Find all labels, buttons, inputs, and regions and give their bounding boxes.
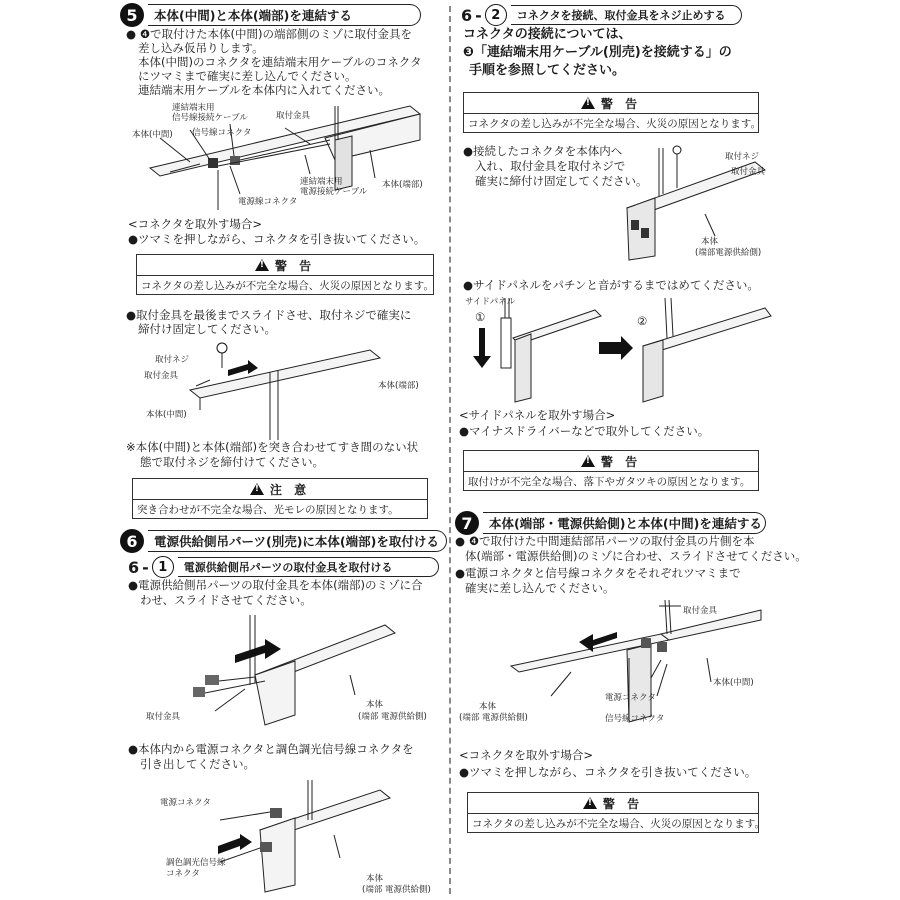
step5-bullet-1: ● ❹で取付けた本体(中間)の端部側のミゾに取付金具を [126,27,412,41]
warning-title: 警 告 [600,96,642,111]
fig62-label-body-2: (端部電源供給側) [695,248,762,258]
step-6-2-title: コネクタを接続、取付金具をネジ止めする [511,5,742,25]
fig5-label-signal-cable-1: 連結端末用 [172,103,215,113]
step-7-number: 7 [455,511,479,535]
step62-warning-box [463,92,759,133]
fig6b-label-body: 本体 [366,874,384,884]
step-6-1-major: 6 [128,557,140,577]
side-panel-diagram [465,298,785,403]
step7-connection-diagram [511,600,761,730]
step62-remove-text: ●マイナスドライバーなどで取外してください。 [459,424,710,438]
warning-title: 警 告 [274,258,316,273]
step6-bullet-2: ●本体内から電源コネクタと調色調光信号線コネクタを [128,742,414,756]
side-panel-step-2: ② [637,314,648,328]
step-5-header [120,4,421,26]
warning-triangle-icon [255,259,269,271]
step7-bullet-2: ●電源コネクタと信号線コネクタをそれぞれツマミまで [455,566,741,580]
step-6-2-minor: 2 [485,4,507,26]
step5-note-1: ※本体(中間)と本体(端部)を突き合わせてすき間のない状 [126,440,419,454]
step-6-2-header: 6 - 2 コネクタを接続、取付金具をネジ止めする [461,4,742,26]
step-6-2-major: 6 [461,5,473,25]
warning-text: コネクタの差し込みが不完全な場合、火災の原因となります。 [468,117,761,130]
fig5b-label-body-end: 本体(端部) [378,381,419,391]
step-5-title: 本体(中間)と本体(端部)を連結する [148,4,421,26]
step7-bullet-1: ● ❹で取付けた中間連結部吊パーツの取付金具の片側を本 [455,534,755,548]
warning-text: コネクタの差し込みが不完全な場合、火災の原因となります。 [472,817,765,830]
warning-triangle-icon [583,797,597,809]
step5-line-2: 差し込み仮吊りします。 [138,41,264,55]
step-5-number: 5 [120,3,144,27]
step6-bullet-2b: 引き出してください。 [140,757,255,771]
fig7-label-body: 本体 [479,702,497,712]
fig6b-label-signal-conn-2: コネクタ [166,869,200,879]
fig5b-label-screw: 取付ネジ [155,355,190,365]
fig5b-label-fitting: 取付金具 [144,371,179,381]
warning-title: 警 告 [602,796,644,811]
fig62-label-fitting: 取付金具 [731,167,766,177]
step6-bullet-1b: わせ、スライドさせてください。 [140,593,312,607]
step5-line-3: 本体(中間)のコネクタを連結端末用ケーブルのコネクタ [138,55,422,69]
fig5-label-body-mid: 本体(中間) [132,130,173,140]
fig6-label-body-2: (端部 電源供給側) [358,712,427,722]
step62-c2: 入れ、取付金具を取付ネジで [475,159,626,173]
fig62-label-body: 本体 [701,237,719,247]
fig7-label-body-2: (端部 電源供給側) [459,713,528,723]
step62-c1: ●接続したコネクタを本体内へ [463,144,623,158]
step62-panel-text: ●サイドパネルをパチンと音がするまではめてください。 [463,278,759,292]
fig7-label-signal-conn: 信号線コネクタ [605,714,665,724]
caution-title: 注 意 [269,482,311,497]
step7-warning-box [467,792,765,833]
step-7-header [455,512,766,534]
side-panel-step-1: ① [475,310,486,324]
step5-slide-line-2: 締付け固定してください。 [138,322,276,336]
fig6-label-fitting: 取付金具 [146,712,181,722]
step5-line-4: にツマミまで確実に差し込んでください。 [138,69,357,83]
warning-text: 取付けが不完全な場合、落下やガタツキの原因となります。 [468,475,751,488]
warning-triangle-icon [581,97,595,109]
step62-c3: 確実に締付け固定してください。 [475,174,648,188]
caution-text: 突き合わせが不完全な場合、光モレの原因となります。 [137,503,399,516]
fig62-label-screw: 取付ネジ [725,152,760,162]
step-6-title: 電源供給側吊パーツ(別売)に本体(端部)を取付ける [148,530,447,552]
fig5-label-body-end: 本体(端部) [382,180,423,190]
step7-remove-heading: <コネクタを取外す場合> [459,748,594,762]
step5-remove-heading: <コネクタを取外す場合> [128,217,263,231]
fig6b-label-power-conn: 電源コネクタ [160,798,211,808]
warning-triangle-icon [581,455,595,467]
side-panel-label: サイドパネル [465,297,516,307]
column-divider [449,6,451,894]
step5-warning-box [136,254,434,295]
step7-bullet-2b: 確実に差し込んでください。 [465,581,615,595]
step62-bold-2: ❸「連結端末用ケーブル(別売)を接続する」の [463,45,732,60]
step62-remove-heading: <サイドパネルを取外す場合> [459,408,616,422]
fig5-label-signal-cable-2: 信号線接続ケーブル [172,113,248,123]
fig5-label-fitting: 取付金具 [276,111,311,121]
fig7-label-body-mid: 本体(中間) [713,678,754,688]
step-6-1-minor: 1 [152,556,174,578]
fig5-label-power-conn: 電源線コネクタ [238,197,298,207]
step62-warning-box-2 [463,450,759,491]
step62-bold-1: コネクタの接続については、 [463,27,632,42]
warning-text: コネクタの差し込みが不完全な場合、火災の原因となります。 [141,279,434,292]
fig5-label-power-cable-1: 連結端末用 [300,177,343,187]
step-6-1-title: 電源供給側吊パーツの取付金具を取付ける [178,557,439,577]
step62-screw-diagram [615,148,775,258]
step7-bullet-1b: 体(端部・電源供給側)のミゾに合わせ、スライドさせてください。 [465,549,807,563]
step62-bold-3: 手順を参照してください。 [469,63,626,78]
step6-bullet-1: ●電源供給側吊パーツの取付金具を本体(端部)のミゾに合 [128,578,423,592]
fig5b-label-body-mid: 本体(中間) [146,410,187,420]
step-6-1-header: 6 - 1 電源供給側吊パーツの取付金具を取付ける [128,556,439,578]
fig6-label-body: 本体 [366,700,384,710]
step5-line-5: 連結端末用ケーブルを本体内に入れてください。 [138,83,390,97]
fig7-label-fitting: 取付金具 [683,606,718,616]
step5-caution-box [132,478,428,519]
step-7-title: 本体(端部・電源供給側)と本体(中間)を連結する [483,512,766,534]
step-6-number: 6 [120,529,144,553]
fig6b-label-signal-conn: 調色調光信号線 [166,858,226,868]
step6-fitting-diagram [185,615,425,725]
fig7-label-power-conn: 電源コネクタ [605,693,656,703]
caution-triangle-icon [250,483,264,495]
step5-slide-line-1: ●取付金具を最後までスライドさせ、取付ネジで確実に [126,308,412,322]
fig6b-label-body-2: (端部 電源供給側) [362,885,431,895]
fig5-label-signal-conn: 信号線コネクタ [192,128,252,138]
step-6-header [120,530,447,552]
step5-note-2: 態で取付ネジを締付けてください。 [140,455,324,469]
fig5-label-power-cable-2: 電源接続ケーブル [300,187,368,197]
step7-remove-text: ●ツマミを押しながら、コネクタを引き抜いてください。 [459,765,757,779]
warning-title: 警 告 [600,454,642,469]
step5-remove-text: ●ツマミを押しながら、コネクタを引き抜いてください。 [128,232,426,246]
